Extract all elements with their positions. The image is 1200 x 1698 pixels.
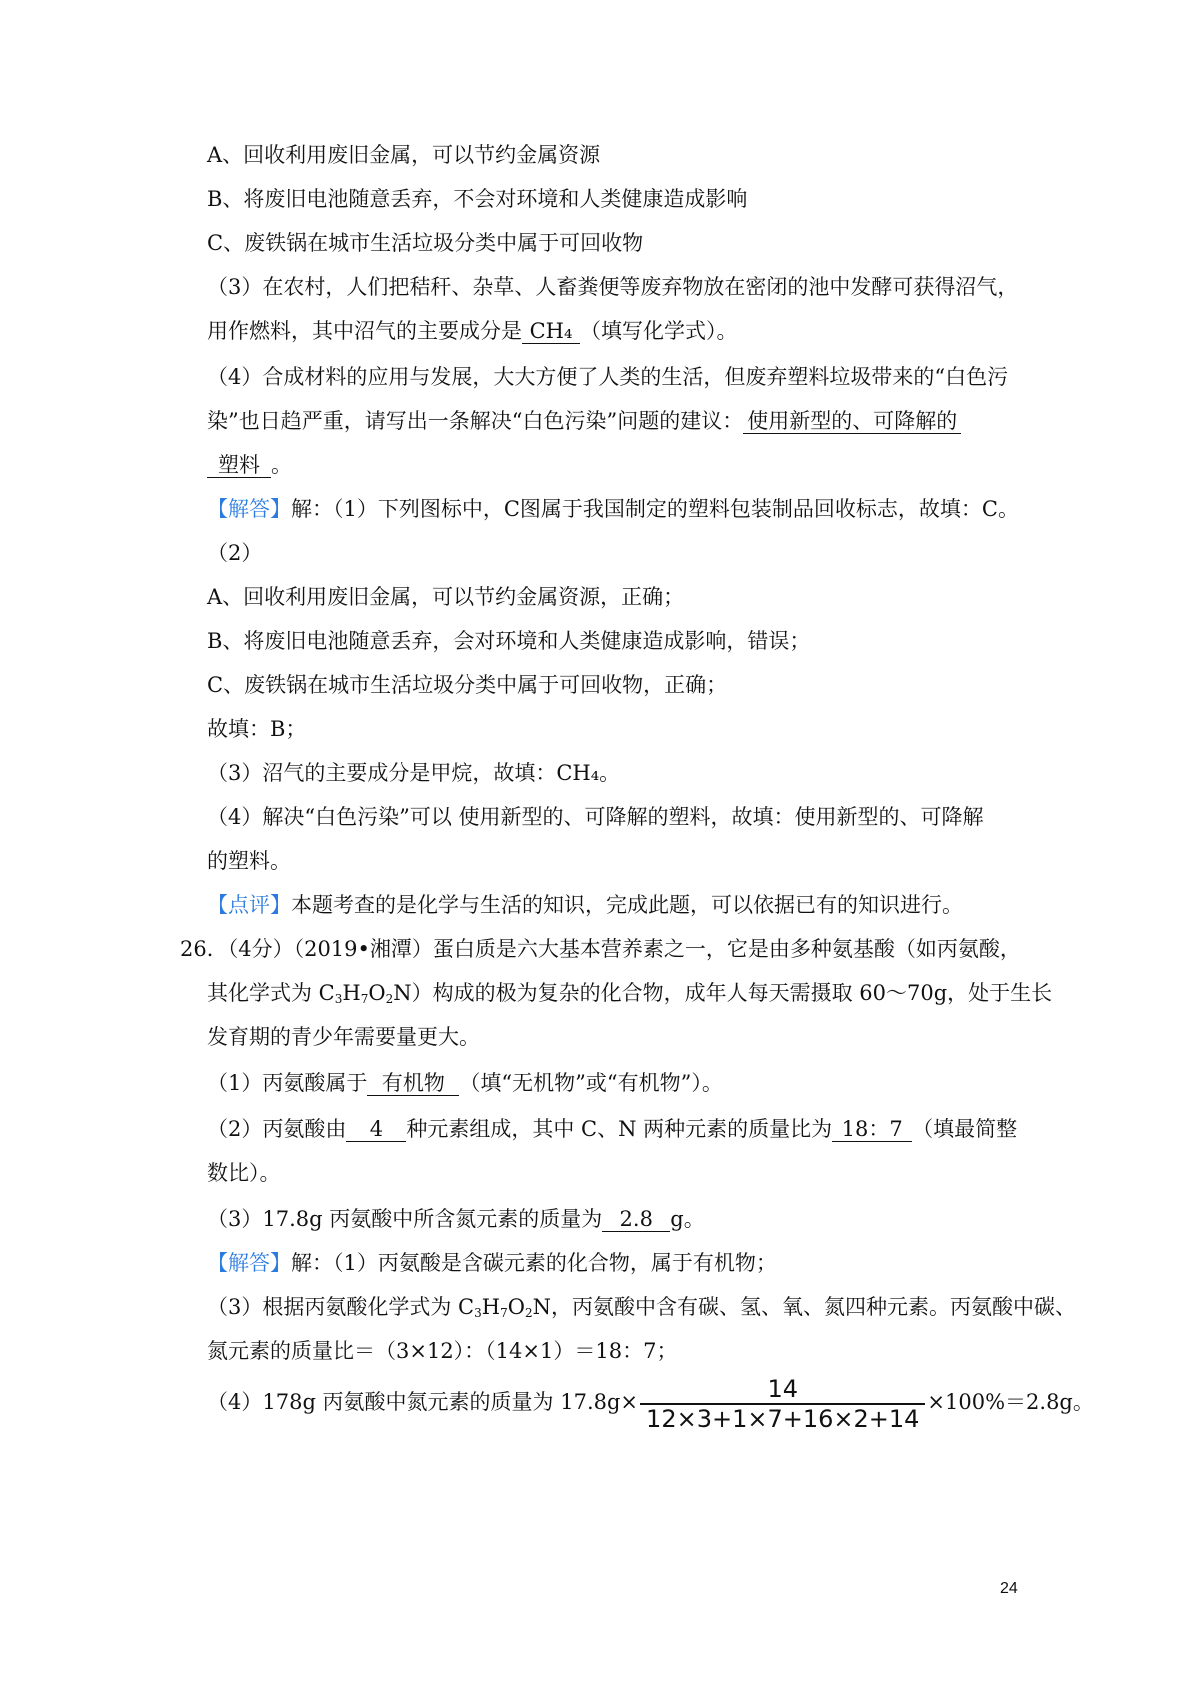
question-26-line-3: 发育期的青少年需要量更大。 <box>207 1025 480 1049</box>
question-3-line-2: 用作燃料，其中沼气的主要成分是 CH₄ （填写化学式）。 <box>207 319 738 343</box>
option-c: C、废铁锅在城市生活垃圾分类中属于可回收物 <box>207 231 644 255</box>
question-26-line-1: 26．（4分）（2019•湘潭）蛋白质是六大基本营养素之一，它是由多种氨基酸（如丙氨酸， <box>180 937 1021 961</box>
answer-blank: 18：7 <box>832 1117 912 1142</box>
answer-26-line-1: 【解答】解：（1）丙氨酸是含碳元素的化合物，属于有机物； <box>207 1251 777 1275</box>
review-line: 【点评】本题考查的是化学与生活的知识，完成此题，可以依据已有的知识进行。 <box>207 893 963 917</box>
answer-tag: 【解答】 <box>207 1251 291 1275</box>
page-number: 24 <box>1000 1580 1018 1597</box>
answer-26-line-3a: （3）根据丙氨酸化学式为 $C_3H_7O_2N$，丙氨酸中含有碳、氢、氧、氮四种元素。丙氨酸中碳、 <box>207 1295 1076 1320</box>
answer-26-line-4: （4）178g 丙氨酸中氮元素的质量为 17.8g× $\frac{14}{12\times 3+1\times 7+16\times 2+14}$ ×100%＝2.8g。 <box>207 1374 1094 1433</box>
answer-option-c: C、废铁锅在城市生活垃圾分类中属于可回收物，正确； <box>207 673 728 697</box>
answer-blank: 2.8 <box>602 1207 670 1232</box>
answer-option-b: B、将废旧电池随意丢弃，会对环境和人类健康造成影响，错误； <box>207 629 811 653</box>
answer-blank: 有机物 <box>367 1071 459 1096</box>
answer-line-3: （3）沼气的主要成分是甲烷，故填：CH₄。 <box>207 761 621 785</box>
fraction-numerator: 14 <box>767 1374 798 1403</box>
question-4-line-1: （4）合成材料的应用与发展，大大方便了人类的生活，但废弃塑料垃圾带来的“白色污 <box>207 365 1009 389</box>
answer-line-4a: （4）解决“白色污染”可以 使用新型的、可降解的塑料，故填：使用新型的、可降解 <box>207 805 984 829</box>
option-b: B、将废旧电池随意丢弃，不会对环境和人类健康造成影响 <box>207 187 748 211</box>
answer-line-4b: 的塑料。 <box>207 849 291 873</box>
sub-question-2b: 数比）。 <box>207 1161 281 1185</box>
answer-option-a: A、回收利用废旧金属，可以节约金属资源，正确； <box>207 585 685 609</box>
mass-fraction <box>640 1375 925 1433</box>
sub-question-2: （2）丙氨酸由 4 种元素组成，其中 C、N 两种元素的质量比为 18：7 （填最简整 <box>207 1117 1018 1141</box>
review-tag: 【点评】 <box>207 893 291 917</box>
answer-line-2: （2） <box>207 541 263 565</box>
question-26-line-2: 其化学式为 $C_3H_7O_2N$）构成的极为复杂的化合物，成年人每天需摄取 60～70g，处于生长 <box>207 981 1053 1006</box>
answer-blank: 塑料 <box>207 453 271 478</box>
answer-fill: 故填：B； <box>207 717 307 741</box>
answer-blank: 4 <box>346 1117 406 1142</box>
question-4-line-3: 塑料 。 <box>207 450 292 480</box>
sub-question-3: （3）17.8g 丙氨酸中所含氮元素的质量为 2.8 g。 <box>207 1207 705 1231</box>
question-3-line-1: （3）在农村，人们把秸秆、杂草、人畜粪便等废弃物放在密闭的池中发酵可获得沼气， <box>207 275 1019 299</box>
fraction-denominator: 12×3+1×7+16×2+14 <box>640 1403 925 1433</box>
option-a: A、回收利用废旧金属，可以节约金属资源 <box>207 143 601 167</box>
answer-blank: CH₄ <box>522 319 580 344</box>
answer-line-1: 【解答】解：（1）下列图标中，C图属于我国制定的塑料包装制品回收标志，故填：C。 <box>207 497 1019 521</box>
answer-tag: 【解答】 <box>207 497 291 521</box>
sub-question-1: （1）丙氨酸属于 有机物 （填“无机物”或“有机物”）。 <box>207 1071 723 1095</box>
question-4-line-2: 染”也日趋严重，请写出一条解决“白色污染”问题的建议： 使用新型的、可降解的 <box>207 406 961 436</box>
answer-26-line-3b: 氮元素的质量比＝（3×12）：（14×1）＝18：7； <box>207 1339 678 1363</box>
answer-blank: 使用新型的、可降解的 <box>743 409 961 434</box>
